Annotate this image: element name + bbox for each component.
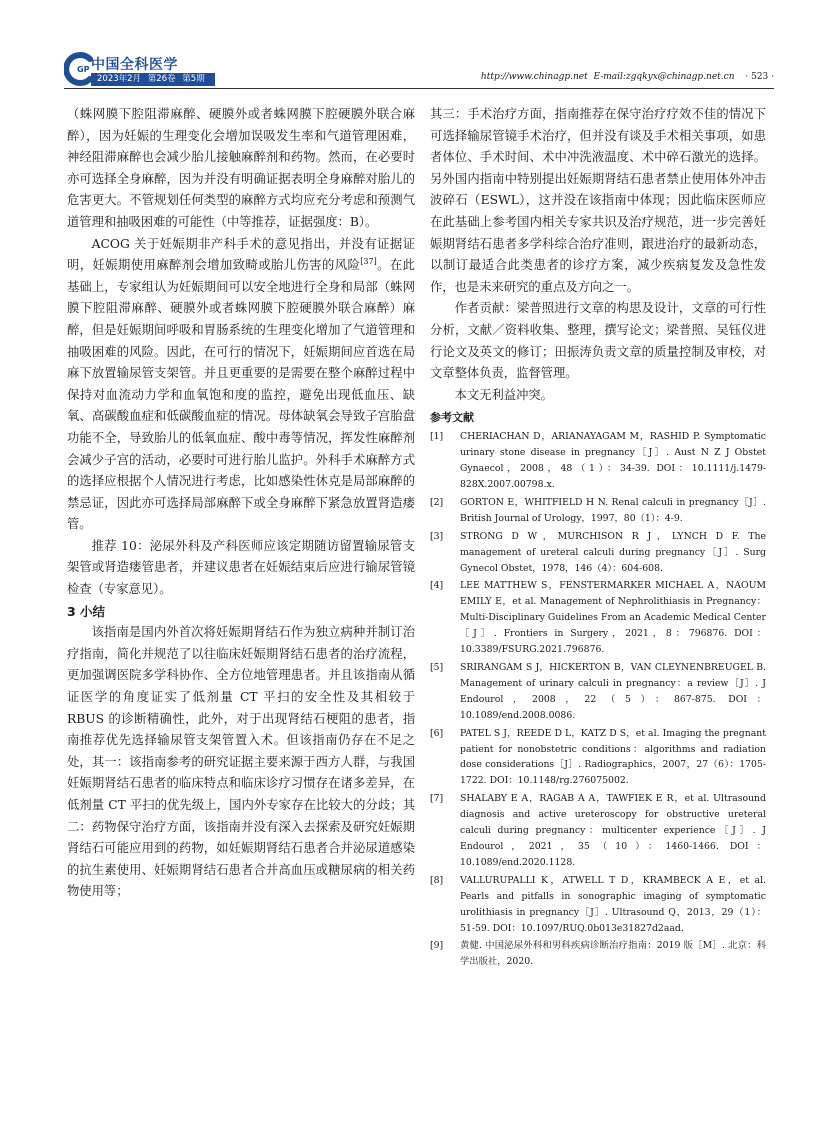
conflict-statement: 本文无利益冲突。 [454, 387, 553, 402]
paragraph-text: ACOG 关于妊娠期非产科手术的意见指出，并没有证据证明，妊娠期使用麻醉剂会增加致畸或胎儿伤害的风险 [67, 236, 415, 273]
website-link[interactable]: http://www.chinagp.net [480, 72, 588, 82]
reference-text: LEE MATTHEW S，FENSTERMARKER MICHAEL A，NAOUM EMILY E，et al. Management of Nephrolithiasis in Pregnancy：Multi-Disciplinary Guidelines From an Academic Medical Center［J］. Frontiers in Surgery，2021，8：796876. DOI：10.3389/FSURG.2021.796876. [460, 580, 766, 656]
reference-number: [4] [430, 580, 444, 592]
logo-letters: GP [77, 65, 90, 74]
reference-text: 黄健. 中国泌尿外科和男科疾病诊断治疗指南：2019 版［M］. 北京：科学出版社，2020. [460, 940, 766, 968]
reference-item [430, 429, 766, 493]
reference-number: [3] [430, 530, 444, 542]
reference-text: GORTON E，WHITFIELD H N. Renal calculi in pregnancy［J］. British Journal of Urology，1997，80（1）：4-9. [460, 496, 766, 524]
reference-list [430, 429, 766, 970]
reference-number: [1] [430, 431, 444, 443]
reference-item [430, 660, 766, 724]
header-contact [481, 72, 774, 82]
reference-text: VALLURUPALLI K，ATWELL T D，KRAMBECK A E，et al. Pearls and pitfalls in sonographic imaging of symptomatic urolithiasis in pregnancy［J］. Ultrasound Q，2013，29（1）：51-59. DOI：10.1097/RUQ.0b013e31827d2aad. [460, 874, 766, 934]
paragraph: （蛛网膜下腔阻滞麻醉、硬膜外或者蛛网膜下腔硬膜外联合麻醉），因为妊娠的生理变化会增加误吸发生率和气道管理困难，神经阻滞麻醉也会减少胎儿接触麻醉剂和药物。然而，在必要时亦可选择全身麻醉，因为并没有明确证据表明全身麻醉对胎儿的危害更大。不管规划任何类型的麻醉方式均应充分考虑和预测气道管理和抽吸困难的可能性（中等推荐，证据强度：B）。 [67, 107, 415, 229]
issue-volume: 第26卷 [147, 74, 176, 84]
reference-number: [5] [430, 662, 444, 673]
journal-name: 中国全科医学 [91, 57, 178, 73]
reference-item [430, 791, 766, 871]
reference-number: [2] [430, 496, 444, 508]
reference-text: CHERIACHAN D，ARIANAYAGAM M，RASHID P. Symptomatic urinary stone disease in pregnancy［J］. Aust N Z J Obstet Gynaecol，2008，48（1）：34-39. DOI：10.1111/j.1479-828X.2007.00798.x. [460, 431, 766, 491]
reference-item [430, 495, 766, 527]
reference-item [430, 873, 766, 937]
paragraph [67, 234, 415, 536]
references-title: 参考文献 [430, 411, 474, 425]
reference-text: STRONG D W，MURCHISON R J，LYNCH D F. The management of ureteral calculi during pregnancy［J］. Surg Gynecol Obstet，1978，146（4）：604-608. [460, 530, 766, 574]
issue-date: 2023年2月 [97, 74, 142, 84]
reference-item [430, 938, 766, 970]
right-column [430, 104, 766, 972]
recommendation-paragraph: 推荐 10：泌尿外科及产科医师应该定期随访留置输尿管支架管或肾造瘘管患者，并建议患者在妊娠结束后应进行输尿管镜检查（专家意见）。 [67, 538, 415, 597]
journal-logo-icon [64, 52, 94, 86]
issue-number: 第5期 [182, 74, 205, 84]
issue-info [91, 73, 215, 86]
reference-text: SRIRANGAM S J，HICKERTON B，VAN CLEYNENBREUGEL B. Management of urinary calculi in pregnancy：a review［J］. J Endourol，2008，22（5）：867-875. DOI：10.1089/end.2008.0086. [460, 662, 766, 721]
email-link[interactable]: E-mail:zgqkyx@chinagp.net.cn [593, 72, 735, 82]
reference-number: [8] [430, 874, 444, 886]
paragraph: 其三：手术治疗方面，指南推荐在保守治疗疗效不佳的情况下可选择输尿管镜手术治疗，但并没有谈及手术相关事项，如患者体位、手术时间、术中冲洗液温度、术中碎石激光的选择。另外国内指南中特别提出妊娠期肾结石患者禁止使用体外冲击波碎石（ESWL），这并没在该指南中体现；因此临床医师应在此基础上参考国内相关专家共识及治疗规范，进一步完善妊娠期肾结石患者多学科综合治疗准则，跟进治疗的最新动态，以制订最适合此类患者的诊疗方案，减少疾病复发及急性发作，也是未来研究的重点及方向之一。 [430, 107, 766, 294]
reference-text: PATEL S J，REEDE D L，KATZ D S，et al. Imaging the pregnant patient for nonobstetric conditions：algorithms and radiation dose considerations［J］. Radiographics，2007，27（6）：1705-1722. DOI：10.1148/rg.276075002. [460, 727, 766, 787]
paragraph: 该指南是国内外首次将妊娠期肾结石作为独立病种并制订治疗指南，简化并规范了以往临床妊娠期肾结石患者的治疗流程，更加强调医院多学科协作、全方位地管理患者。并且该指南从循证医学的角度证实了低剂量 CT 平扫的安全性及其相较于 RBUS 的诊断精确性，此外，对于出现肾结石梗阻的患者，指南推荐优先选择输尿管支架管置入术。但该指南仍存在不足之处，其一：该指南参考的研究证据主要来源于西方人群，与我国妊娠期肾结石患者的临床特点和临床诊疗习惯存在诸多差异，在低剂量 CT 平扫的优先级上，国内外专家存在比较大的分歧；其二：药物保守治疗方面，该指南并没有深入去探索及研究妊娠期肾结石可能应用到的药物，如妊娠期肾结石患者合并泌尿道感染的抗生素使用、妊娠期肾结石患者合并高血压或糖尿病的相关药物使用等； [67, 625, 415, 899]
header-divider [64, 88, 774, 89]
reference-number: [7] [430, 793, 444, 805]
reference-item [430, 726, 766, 790]
citation[interactable]: [37] [360, 257, 377, 267]
reference-text: SHALABY E A，RAGAB A A，TAWFIEK E R，et al. Ultrasound diagnosis and active ureteroscopy for obstructive ureteral calculi during pregnancy：multicenter experience［J］. J Endourol，2021，35（10）：1460-1466. DOI：10.1089/end.2020.1128. [460, 793, 766, 868]
section-heading: 3 小结 [67, 603, 106, 619]
reference-number: [9] [430, 940, 444, 952]
paragraph-text: 。在此基础上，专家组认为妊娠期间可以安全地进行全身和局部（蛛网膜下腔阻滞麻醉、硬膜外或者蛛网膜下腔硬膜外联合麻醉）麻醉，但是妊娠期间呼吸和胃肠系统的生理变化增加了气道管理和抽吸困难的风险。因此，在可行的情况下，妊娠期间应首选在局麻下放置输尿管支架管。并且更重要的是需要在整个麻醉过程中保持对血流动力学和血氧饱和度的监控，避免出现低血压、缺氧、高碳酸血症和低碳酸血症的情况。母体缺氧会导致子宫胎盘功能不全，导致胎儿的低氧血症、酸中毒等情况，挥发性麻醉剂会减少子宫的活动，必要时可进行胎儿监护。外科手术麻醉方式的选择应根据个人情况进行考虑，比如感染性休克是局部麻醉的禁忌证，因此亦可选择局部麻醉下或全身麻醉下紧急放置肾造瘘管。 [67, 258, 415, 532]
page-number: · 523 · [745, 72, 774, 82]
left-column [67, 104, 415, 903]
reference-number: [6] [430, 727, 444, 739]
reference-item [430, 529, 766, 577]
reference-item [430, 578, 766, 658]
page-header [64, 52, 774, 90]
author-contribution: 作者贡献：梁普照进行文章的构思及设计，文章的可行性分析，文献／资料收集、整理，撰写论文；梁普照、吴钰仪进行论文及英文的修订；田振涛负责文章的质量控制及审校，对文章整体负责，监督管理。 [430, 301, 766, 381]
